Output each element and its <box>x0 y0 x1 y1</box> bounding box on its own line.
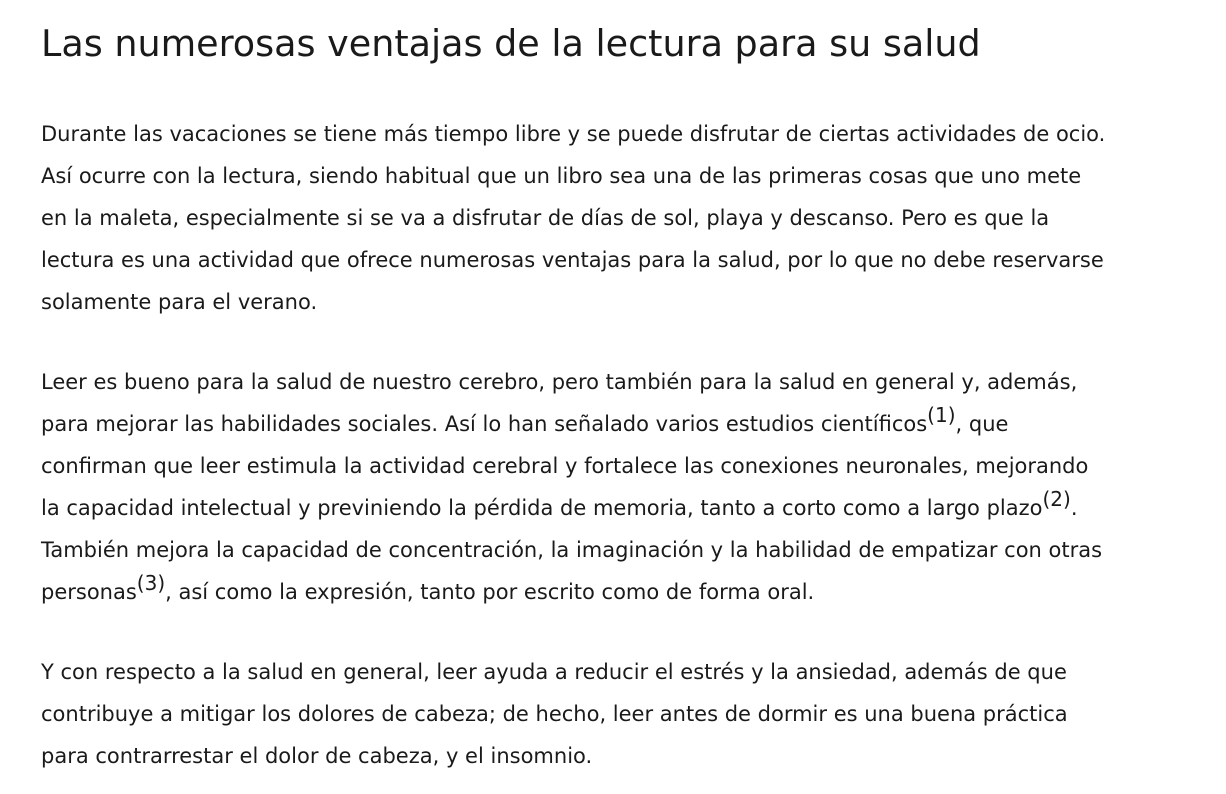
text-line: solamente para el verano. <box>41 290 318 314</box>
paragraph-intro <box>41 113 1201 323</box>
text-line: Así ocurre con la lectura, siendo habitual que un libro sea una de las primeras cosas que uno mete <box>41 164 1082 188</box>
text-line <box>41 487 1201 529</box>
text-line: Leer es bueno para la salud de nuestro cerebro, pero también para la salud en general y, además, <box>41 370 1078 394</box>
text-line <box>41 571 1201 613</box>
text-segment: la capacidad intelectual y previniendo la pérdida de memoria, tanto a corto como a largo plazo <box>41 496 1043 520</box>
text-line <box>41 403 1201 445</box>
article-title: Las numerosas ventajas de la lectura para su salud <box>41 22 981 65</box>
text-segment: . <box>1070 496 1078 520</box>
text-segment: para mejorar las habilidades sociales. Así lo han señalado varios estudios científicos <box>41 412 928 436</box>
footnote-ref-2: (2) <box>1042 487 1071 511</box>
footnote-ref-1: (1) <box>927 403 956 427</box>
text-line: confirman que leer estimula la actividad cerebral y fortalece las conexiones neuronales, mejorando <box>41 454 1089 478</box>
text-line: Durante las vacaciones se tiene más tiempo libre y se puede disfrutar de ciertas actividades de ocio. <box>41 122 1106 146</box>
text-segment: , que <box>955 412 1009 436</box>
text-line: lectura es una actividad que ofrece numerosas ventajas para la salud, por lo que no debe reservarse <box>41 248 1104 272</box>
text-line: Y con respecto a la salud en general, leer ayuda a reducir el estrés y la ansiedad, además de que <box>41 660 1067 684</box>
text-line: También mejora la capacidad de concentración, la imaginación y la habilidad de empatizar con otras <box>41 538 1103 562</box>
paragraph-brain-benefits <box>41 361 1201 613</box>
text-segment: personas <box>41 580 137 604</box>
text-segment: , así como la expresión, tanto por escrito como de forma oral. <box>165 580 815 604</box>
paragraph-general-health <box>41 651 1201 777</box>
text-line: contribuye a mitigar los dolores de cabeza; de hecho, leer antes de dormir es una buena práctica <box>41 702 1068 726</box>
footnote-ref-3: (3) <box>136 571 166 595</box>
text-line: en la maleta, especialmente si se va a disfrutar de días de sol, playa y descanso. Pero es que la <box>41 206 1050 230</box>
text-line: para contrarrestar el dolor de cabeza, y el insomnio. <box>41 744 593 768</box>
article <box>41 20 1201 777</box>
